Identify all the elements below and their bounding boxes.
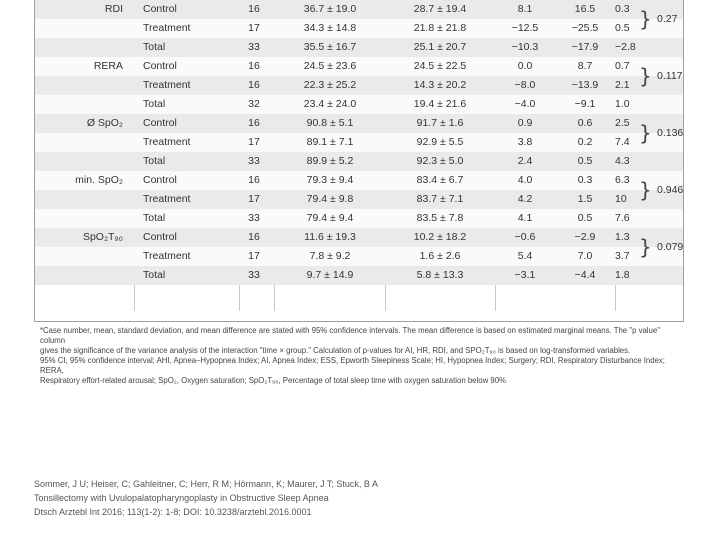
- cell-group: Treatment: [143, 193, 191, 205]
- p-value: 0.079: [657, 241, 684, 253]
- cell-group: Treatment: [143, 22, 191, 34]
- cell-n: 16: [248, 79, 260, 91]
- cell-d3: 0.7: [615, 60, 630, 72]
- cell-pre: 79.4 ± 9.4: [306, 212, 354, 224]
- cell-n: 33: [248, 155, 260, 167]
- cell-d3: 0.3: [615, 3, 630, 15]
- cell-post: 83.4 ± 6.7: [416, 174, 464, 186]
- cell-measure: [35, 209, 123, 228]
- cell-d2: −9.1: [574, 98, 596, 110]
- cell-pre: 23.4 ± 24.0: [303, 98, 357, 110]
- cell-pre: 11.6 ± 19.3: [304, 231, 356, 243]
- cell-measure: Ø SpO₂: [86, 117, 123, 129]
- cell-n: 16: [248, 60, 260, 72]
- results-table: [34, 0, 684, 322]
- cell-measure: [35, 76, 123, 95]
- footnote-line: Respiratory effort-related arousal; SpO₂, Oxygen saturation; SpO₂T₉₀, Percentage of total sleep time with oxygen saturation below 90%: [40, 376, 506, 385]
- cell-d2: 8.7: [577, 60, 593, 72]
- cell-pre: 89.1 ± 7.1: [306, 136, 354, 148]
- cell-post: 14.3 ± 20.2: [413, 79, 467, 91]
- cell-post: 5.8 ± 13.3: [416, 269, 464, 281]
- table-row: [35, 133, 683, 152]
- cell-post: 92.9 ± 5.5: [416, 136, 464, 148]
- cell-d2: −25.5: [571, 22, 599, 34]
- cell-measure: RDI: [104, 3, 123, 15]
- p-value: 0.27: [657, 13, 678, 25]
- table-row: [35, 114, 683, 133]
- cell-d3: −2.8: [615, 41, 636, 53]
- cell-pre: 35.5 ± 16.7: [303, 41, 357, 53]
- cell-d3: 4.3: [615, 155, 630, 167]
- cell-post: 83.7 ± 7.1: [416, 193, 464, 205]
- cell-n: 16: [248, 117, 260, 129]
- cell-d2: 7.0: [577, 250, 593, 262]
- table-footnote: [40, 326, 680, 386]
- p-value: 0.117: [657, 70, 683, 82]
- cell-group: Treatment: [143, 136, 191, 148]
- cell-d1: −4.0: [514, 98, 536, 110]
- cell-post: 25.1 ± 20.7: [413, 41, 467, 53]
- citation-authors: Sommer, J U; Heiser, C; Gahleitner, C; Herr, R M; Hörmann, K; Maurer, J T; Stuck, B A: [34, 479, 378, 489]
- cell-measure: [35, 38, 123, 57]
- cell-group: Treatment: [143, 250, 191, 262]
- cell-d1: 4.2: [517, 193, 533, 205]
- cell-post: 1.6 ± 2.6: [419, 250, 461, 262]
- cell-post: 10.2 ± 18.2: [413, 231, 467, 243]
- cell-group: Control: [143, 117, 177, 129]
- cell-d2: 0.2: [577, 136, 593, 148]
- cell-group: Total: [143, 269, 166, 281]
- cell-measure: [35, 266, 123, 285]
- cell-measure: [35, 190, 123, 209]
- citation: [34, 477, 378, 519]
- table-row: [35, 228, 683, 247]
- brace-icon: }: [639, 64, 652, 88]
- cell-measure: RERA: [93, 60, 123, 72]
- p-value: 0.946: [657, 184, 684, 196]
- cell-pre: 22.3 ± 25.2: [303, 79, 357, 91]
- table-row: [35, 152, 683, 171]
- cell-post: 92.3 ± 5.0: [416, 155, 464, 167]
- cell-pre: 79.4 ± 9.8: [306, 193, 354, 205]
- cell-pre: 7.8 ± 9.2: [309, 250, 351, 262]
- p-value: 0.136: [657, 127, 684, 139]
- cell-n: 17: [248, 250, 260, 262]
- cell-group: Total: [143, 155, 166, 167]
- cell-d1: −0.6: [514, 231, 536, 243]
- table-row: [35, 247, 683, 266]
- cell-n: 16: [248, 174, 260, 186]
- cell-d2: −2.9: [574, 231, 596, 243]
- cell-d1: 4.1: [517, 212, 533, 224]
- cell-d1: 0.9: [517, 117, 533, 129]
- cell-d1: −8.0: [514, 79, 536, 91]
- cell-group: Total: [143, 98, 166, 110]
- brace-icon: }: [639, 178, 652, 202]
- cell-pre: 79.3 ± 9.4: [306, 174, 354, 186]
- cell-d1: 5.4: [517, 250, 533, 262]
- cell-d3: 2.1: [615, 79, 630, 91]
- cell-group: Control: [143, 60, 177, 72]
- citation-journal: Dtsch Arztebl Int 2016; 113(1-2): 1-8; DOI: 10.3238/arztebl.2016.0001: [34, 507, 312, 517]
- table-row: [35, 209, 683, 228]
- cell-d1: 2.4: [517, 155, 533, 167]
- table-row: [35, 76, 683, 95]
- brace-icon: }: [639, 235, 652, 259]
- table-row: [35, 0, 683, 19]
- table-row: [35, 171, 683, 190]
- cell-n: 32: [248, 98, 260, 110]
- table-row: [35, 190, 683, 209]
- cell-pre: 24.5 ± 23.6: [303, 60, 357, 72]
- cell-pre: 9.7 ± 14.9: [306, 269, 354, 281]
- cell-measure: [35, 152, 123, 171]
- cell-post: 24.5 ± 22.5: [413, 60, 467, 72]
- cell-group: Control: [143, 3, 177, 15]
- cell-d1: 0.0: [517, 60, 533, 72]
- cell-pre: 90.8 ± 5.1: [306, 117, 354, 129]
- cell-n: 33: [248, 212, 260, 224]
- cell-measure: [35, 247, 123, 266]
- cell-d2: 0.5: [577, 155, 593, 167]
- cell-d1: −10.3: [511, 41, 539, 53]
- cell-d2: 0.5: [577, 212, 593, 224]
- table-row: [35, 38, 683, 57]
- cell-d3: 0.5: [615, 22, 630, 34]
- cell-post: 91.7 ± 1.6: [416, 117, 464, 129]
- table-row: [35, 95, 683, 114]
- cell-n: 16: [248, 3, 260, 15]
- cell-d3: 1.8: [615, 269, 630, 281]
- cell-d1: −12.5: [511, 22, 539, 34]
- cell-d2: −13.9: [571, 79, 599, 91]
- cell-group: Total: [143, 41, 166, 53]
- citation-title: Tonsillectomy with Uvulopalatopharyngoplasty in Obstructive Sleep Apnea: [34, 493, 329, 503]
- cell-d1: 8.1: [517, 3, 533, 15]
- cell-measure: min. SpO₂: [75, 174, 123, 186]
- cell-measure: SpO₂T₉₀: [82, 231, 123, 243]
- cell-d1: −3.1: [514, 269, 536, 281]
- cell-d1: 4.0: [517, 174, 533, 186]
- cell-pre: 36.7 ± 19.0: [303, 3, 357, 15]
- brace-icon: }: [639, 121, 652, 145]
- cell-d3: 7.6: [615, 212, 630, 224]
- cell-n: 17: [248, 136, 260, 148]
- footnote-line: gives the significance of the variance analysis of the interaction "time × group." Calculation of p-values for AI, HR, RDI, and SPO₂T₉₀ is based on log-transformed variables.: [40, 346, 631, 355]
- cell-pre: 34.3 ± 14.8: [303, 22, 357, 34]
- cell-n: 33: [248, 269, 260, 281]
- cell-d2: 0.6: [577, 117, 593, 129]
- cell-post: 21.8 ± 21.8: [413, 22, 467, 34]
- cell-d3: 3.7: [615, 250, 630, 262]
- cell-group: Total: [143, 212, 166, 224]
- cell-d3: 2.5: [615, 117, 630, 129]
- cell-n: 16: [248, 231, 260, 243]
- cell-measure: [35, 95, 123, 114]
- footnote-line: 95% CI, 95% confidence interval; AHI, Apnea–Hypopnea Index; AI, Apnea Index; ESS, Epworth Sleepiness Scale; HI, Hypopnea Index; Surgery; RDI, Respiratory Disturbance Index; RERA,: [40, 356, 665, 375]
- cell-d3: 6.3: [615, 174, 630, 186]
- cell-d2: 1.5: [577, 193, 593, 205]
- cell-n: 33: [248, 41, 260, 53]
- cell-pre: 89.9 ± 5.2: [306, 155, 354, 167]
- cell-d2: −4.4: [574, 269, 596, 281]
- cell-d3: 10: [615, 193, 627, 205]
- cell-n: 17: [248, 193, 260, 205]
- cell-d3: 7.4: [615, 136, 630, 148]
- cell-d2: 16.5: [574, 3, 596, 15]
- table-row: [35, 266, 683, 285]
- cell-post: 19.4 ± 21.6: [413, 98, 467, 110]
- cell-d2: −17.9: [571, 41, 599, 53]
- cell-d2: 0.3: [577, 174, 593, 186]
- brace-icon: }: [639, 7, 652, 31]
- cell-group: Treatment: [143, 79, 191, 91]
- cell-d1: 3.8: [517, 136, 533, 148]
- cell-measure: [35, 133, 123, 152]
- table-row: [35, 19, 683, 38]
- cell-measure: [35, 19, 123, 38]
- cell-n: 17: [248, 22, 260, 34]
- table-row: [35, 57, 683, 76]
- cell-post: 28.7 ± 19.4: [413, 3, 467, 15]
- cell-group: Control: [143, 174, 177, 186]
- footnote-line: *Case number, mean, standard deviation, and mean difference are stated with 95% confidence intervals. The mean difference is based on estimated marginal means. The "p value" column: [40, 326, 660, 345]
- cell-group: Control: [143, 231, 177, 243]
- cell-d3: 1.3: [615, 231, 630, 243]
- cell-d3: 1.0: [615, 98, 630, 110]
- cell-post: 83.5 ± 7.8: [416, 212, 464, 224]
